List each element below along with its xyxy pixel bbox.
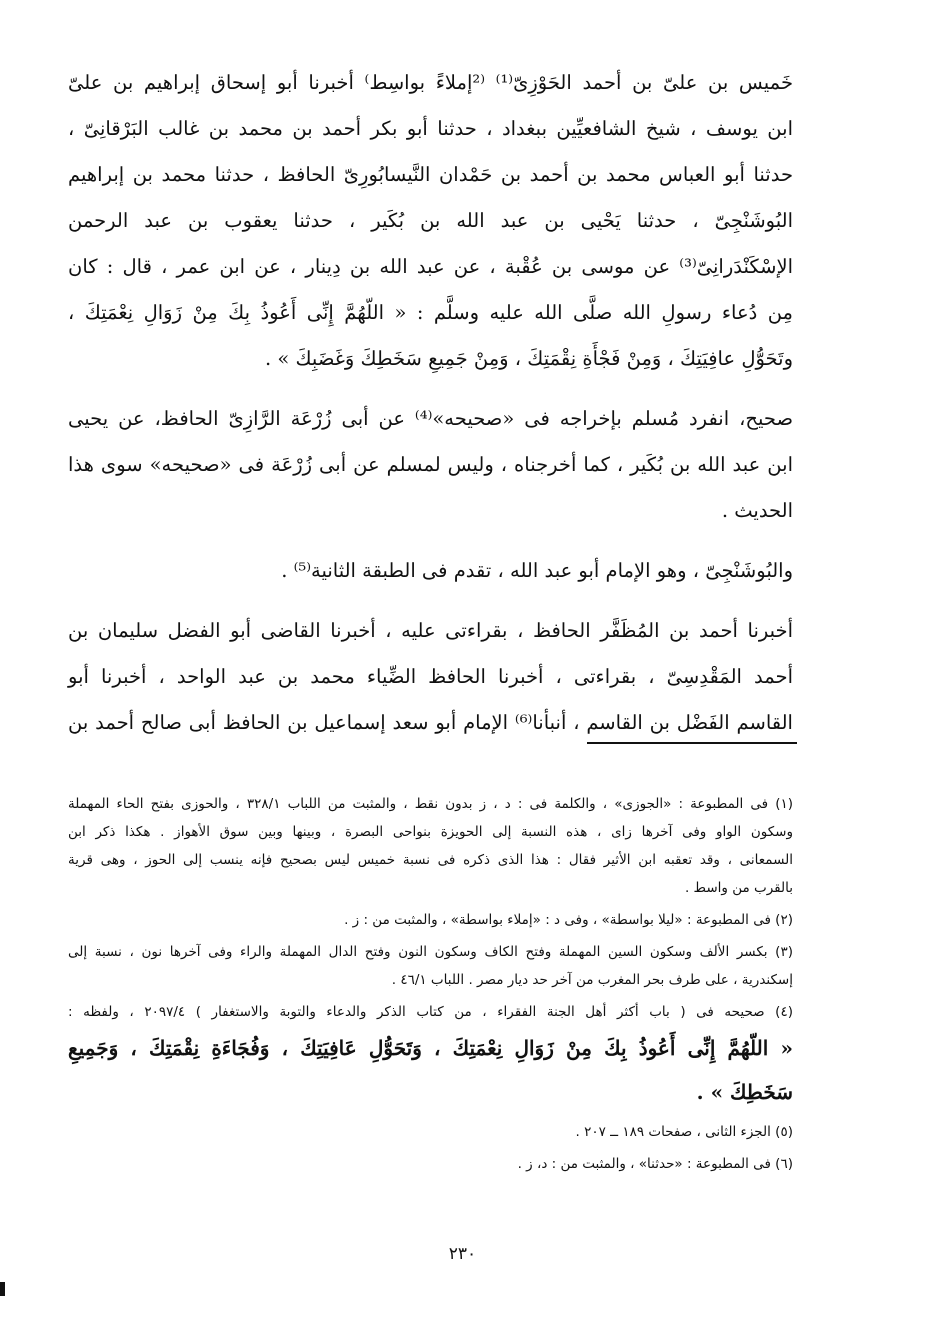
footnote-line: (٦) فى المطبوعة : «حدثنا» ، والمثبت من : د، ز . [517, 1156, 793, 1172]
footnote-4 [68, 998, 793, 1114]
footnote-5 [68, 1118, 793, 1146]
footnote-divider [587, 742, 797, 744]
scan-mark [0, 1282, 5, 1296]
page-number: ٢٣٠ [448, 1244, 477, 1264]
text-line: الحديث . [721, 499, 793, 522]
footnote-2 [68, 906, 793, 934]
paragraph-1 [68, 60, 793, 382]
footnote-line: (١) فى المطبوعة : «الجوزى» ، والكلمة فى : د ، ز بدون نقط ، والمثبت من اللباب ٣٢٨/١ ، والحوزى بفتح الحاء المهملة [68, 796, 794, 812]
text-line: حدثنا أبو العباس محمد بن أحمد بن حَمْدان النَّيسابُورِىّ الحافظ ، حدثنا محمد بن إبراهيم [68, 163, 793, 186]
footnote-line: (٤) صحيحه فى ( باب أكثر أهل الجنة الفقراء ، من كتاب الذكر والدعاء والتوبة والاستغفار ) ٢٠٩٧/٤ ، ولفظه : [68, 1004, 793, 1020]
text-line: ابن يوسف ، شيخ الشافعيِّين ببغداد ، حدثنا أبو بكر أحمد بن محمد بن غالب البَرْقانِىّ ، [68, 117, 793, 140]
footnote-line: وسكون الواو وفى آخرها زاى ، هذه النسبة إلى الحويزة بنواحى البصرة ، وبينها وبين سوق الأهواز . هكذا ذكر ابن [68, 824, 793, 840]
text-line: الإسْكَنْدَرانِىّ⁽³⁾ عن موسى بن عُقْبة ، عن عبد الله بن دِينار ، عن ابن عمر ، قال : كان [68, 255, 794, 278]
footnote-line: (٢) فى المطبوعة : «ليلا بواسطة» ، وفى د : «إملاء بواسطة» ، والمثبت من : ز . [344, 912, 793, 928]
footnote-1 [68, 790, 793, 902]
footnote-line: السمعانى ، وقد تعقبه ابن الأثير فقال : هذا الذى ذكره فى نسبة خميس ليس بصحيح فإنه ينسب إلى الحوز ، وهى قرية [68, 852, 793, 868]
paragraph-2 [68, 396, 793, 534]
footnote-quote-line: « اللّهُمَّ إِنِّى أَعُوذُ بِكَ مِنْ زَوَالِ نِعْمَتِكَ ، وَتَحَوُّلِ عَافِيَتِكَ ، وَفُجَاءَةِ نِقْمَتِكَ ، وَجَمِيعِ [68, 1036, 793, 1060]
text-line: أحمد المَقْدِسِىّ ، بقراءتى ، أخبرنا الحافظ الضِّياء محمد بن عبد الواحد ، أخبرنا أبو [68, 665, 793, 688]
footnote-quote-line: سَخَطِكَ » . [696, 1080, 793, 1104]
footnote-6 [68, 1150, 793, 1178]
footnote-line: بالقرب من واسط . [684, 880, 793, 896]
main-text [68, 60, 793, 760]
text-line: البُوشَنْجِىّ ، حدثنا يَحْيى بن عبد الله بن بُكَير ، حدثنا يعقوب بن عبد الرحمن [68, 209, 793, 232]
text-line: والبُوشَنْجِىّ ، وهو الإمام أبو عبد الله ، تقدم فى الطبقة الثانية⁽⁵⁾ . [281, 559, 793, 582]
text-line: أخبرنا أحمد بن المُظَفَّر الحافظ ، بقراءتى عليه ، أخبرنا القاضى أبو الفضل سليمان بن [68, 619, 793, 642]
text-line: وتَحَوُّلِ عافِيَتِكَ ، وَمِنْ فَجْأَةِ نِقْمَتِكَ ، وَمِنْ جَمِيعِ سَخَطِكَ وَغَضَبِكَ » . [264, 347, 793, 370]
text-line: صحيح، انفرد مُسلم بإخراجه فى «صحيحه»⁽⁴⁾ عن أبى زُرْعَة الرَّازِىّ الحافظ، عن يحيى [68, 407, 794, 430]
footnotes [68, 790, 793, 1182]
text-line: مِن دُعاء رسولِ الله صلَّى الله عليه وسلَّم : « اللّهُمَّ إِنِّى أَعُوذُ بِكَ مِنْ زَوَالِ نِعْمَتِكَ ، [68, 301, 793, 324]
footnote-line: إسكندرية ، على طرف بحر المغرب من آخر حد ديار مصر . اللباب ٤٦/١ . [391, 972, 793, 988]
text-line: خَميس بن علىّ بن أحمد الحَوْزِىّ⁽¹⁾ ⁽²إملاءً بواسِط⁾ أخبرنا أبو إسحاق إبراهيم بن علىّ [68, 71, 793, 94]
footnote-line: (٥) الجزء الثانى ، صفحات ١٨٩ ــ ٢٠٧ . [575, 1124, 793, 1140]
footnote-line: (٣) بكسر الألف وسكون السين المهملة وفتح الكاف وسكون النون وفتح الدال المهملة والراء وفى آخرها نون ، نسبة إلى [68, 944, 793, 960]
paragraph-3 [68, 548, 793, 594]
text-line: ابن عبد الله بن بُكَير ، كما أخرجناه ، وليس لمسلم عن أبى زُرْعَة فى «صحيحه» سوى هذا [68, 453, 793, 476]
text-line: القاسم الفَضْل بن القاسم ، أنبأنا⁽⁶⁾ الإمام أبو سعد إسماعيل بن الحافظ أبى صالح أحمد بن [68, 711, 793, 734]
paragraph-4 [68, 608, 793, 746]
footnote-3 [68, 938, 793, 994]
